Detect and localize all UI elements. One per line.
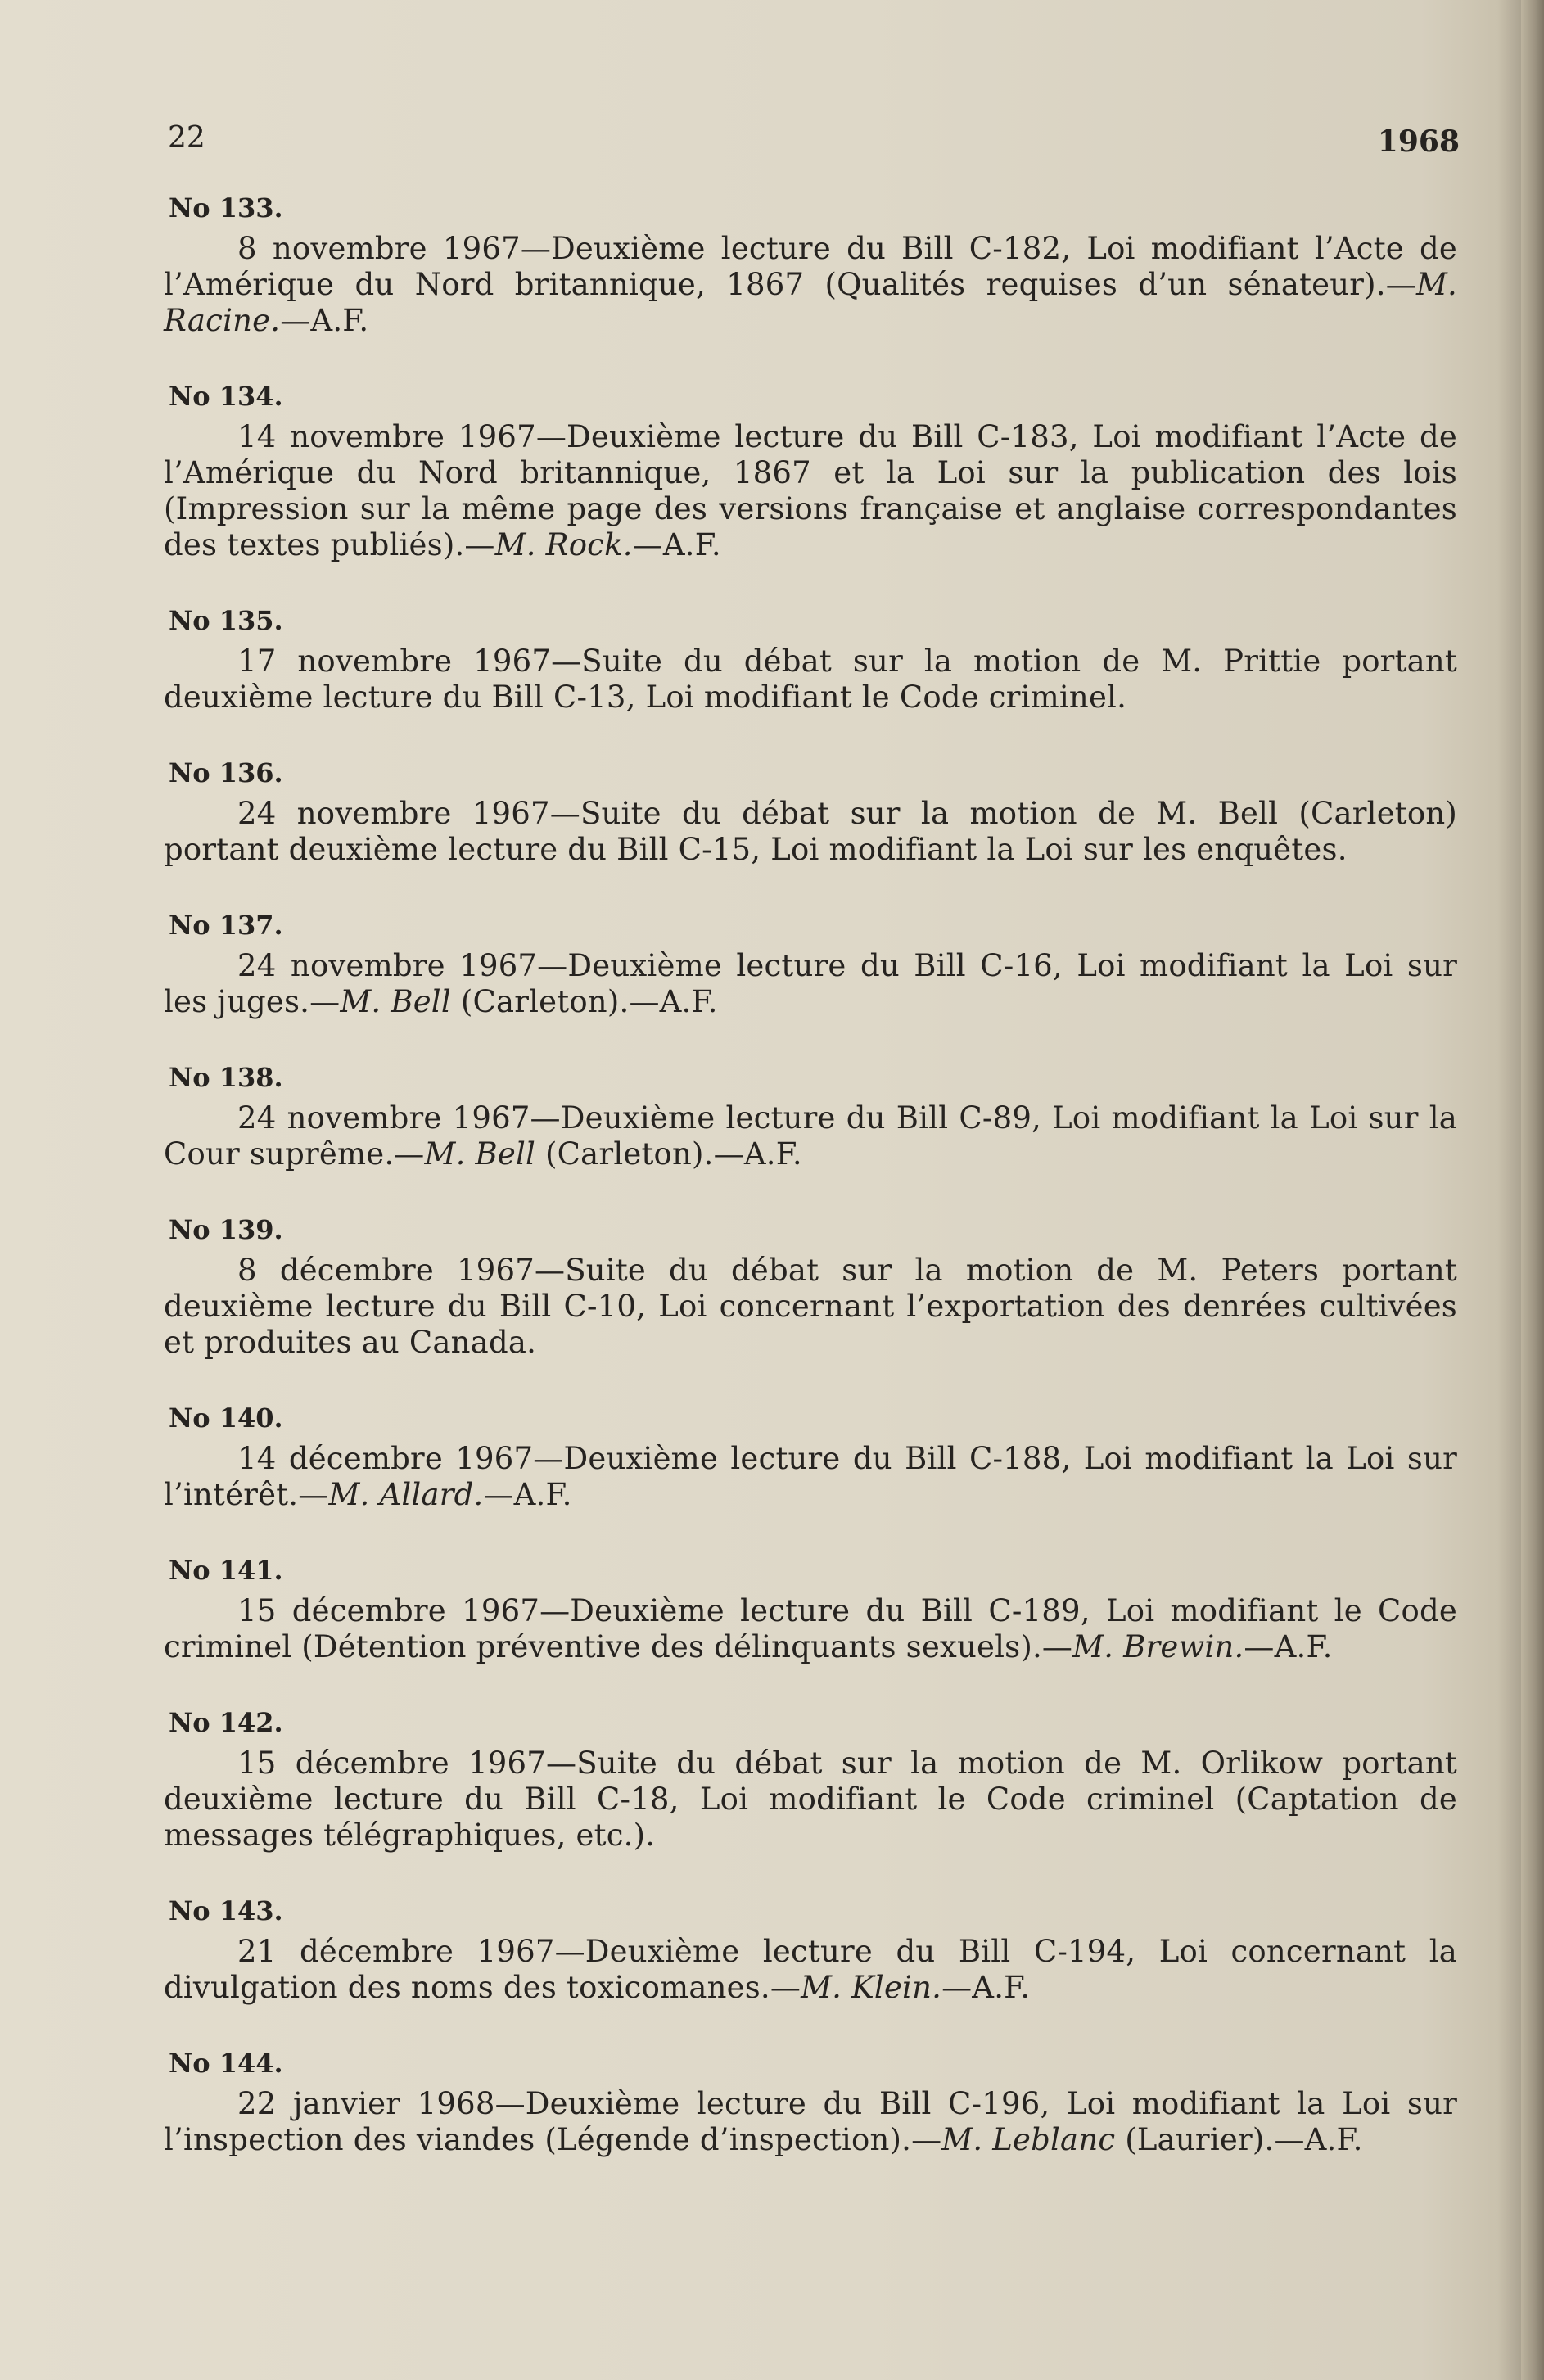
entry-end: —A.F. [1244,1629,1333,1664]
entry-body: 24 novembre 1967—Suite du débat sur la motion de M. Bell (Carleton) portant deuxième lecture du Bill C-15, Loi modifiant la Loi sur les enquêtes. [164,796,1457,867]
entry-author: M. Rock. [494,527,633,562]
page-edge-shadow [1521,0,1544,2380]
entry-number: No 135. [169,605,283,636]
entry-list [164,190,1457,2197]
entry-body: 8 novembre 1967—Deuxième lecture du Bill C-182, Loi modifiant l’Acte de l’Amérique du Nord britannique, 1867 (Qualités requises d’un sénateur).— [164,231,1457,302]
page-header [168,121,1460,162]
entry-number: No 142. [169,1707,283,1738]
entry-text [164,644,1457,716]
page-number: 22 [168,121,205,155]
entry-body: 21 décembre 1967—Deuxième lecture du Bill C-194, Loi concernant la divulgation des noms des toxicomanes.— [164,1934,1457,2005]
entry-end: —A.F. [483,1477,572,1512]
entry-139 [164,1212,1457,1361]
entry-138 [164,1059,1457,1172]
entry-end: —A.F. [941,1970,1031,2005]
entry-text [164,1253,1457,1361]
entry-author: M. Racine. [164,267,1457,338]
entry-end: —A.F. [713,1136,802,1172]
entry-body: 24 novembre 1967—Deuxième lecture du Bill C-16, Loi modifiant la Loi sur les juges.— [164,948,1457,1019]
entry-author: M. Bell [340,984,451,1019]
entry-134 [164,378,1457,563]
entry-body: 14 novembre 1967—Deuxième lecture du Bill C-183, Loi modifiant l’Acte de l’Amérique du Nord britannique, 1867 et la Loi sur la publication des lois (Impression sur la même page des versions française et anglaise correspondantes des textes publiés).— [164,419,1457,562]
entry-137 [164,907,1457,1020]
entry-author: M. Bell [424,1136,536,1172]
entry-body: 17 novembre 1967—Suite du débat sur la motion de M. Prittie portant deuxième lecture du Bill C-13, Loi modifiant le Code criminel. [164,644,1457,715]
entry-author: M. Brewin. [1072,1629,1244,1664]
entry-number: No 133. [169,192,283,224]
entry-text [164,796,1457,868]
entry-text [164,948,1457,1020]
entry-143 [164,1893,1457,2006]
entry-body: 15 décembre 1967—Deuxième lecture du Bill C-189, Loi modifiant le Code criminel (Détention préventive des délinquants sexuels).— [164,1593,1457,1664]
entry-author: M. Klein. [801,1970,942,2005]
entry-number: No 137. [169,910,283,941]
entry-number: No 140. [169,1402,283,1434]
entry-133 [164,190,1457,339]
entry-author: M. Allard. [328,1477,484,1512]
entry-body: 14 décembre 1967—Deuxième lecture du Bill C-188, Loi modifiant la Loi sur l’intérêt.— [164,1441,1457,1512]
entry-number: No 136. [169,757,283,788]
entry-text [164,1441,1457,1513]
entry-text [164,419,1457,563]
entry-number: No 139. [169,1214,283,1245]
entry-text [164,231,1457,339]
page-year: 1968 [1377,124,1460,159]
entry-number: No 143. [169,1895,283,1926]
entry-end: —A.F. [1274,2122,1363,2157]
entry-author-suffix: (Carleton). [535,1136,714,1172]
entry-142 [164,1705,1457,1854]
entry-text [164,2086,1457,2158]
entry-140 [164,1400,1457,1513]
entry-body: 22 janvier 1968—Deuxième lecture du Bill C-196, Loi modifiant la Loi sur l’inspection des viandes (Légende d’inspection).— [164,2086,1457,2157]
entry-number: No 134. [169,381,283,412]
entry-author-suffix: (Carleton). [450,984,630,1019]
entry-number: No 144. [169,2048,283,2079]
entry-number: No 141. [169,1555,283,1586]
entry-141 [164,1552,1457,1665]
entry-136 [164,755,1457,868]
entry-144 [164,2045,1457,2158]
entry-author-suffix: (Laurier). [1115,2122,1275,2157]
entry-end: —A.F. [629,984,718,1019]
entry-number: No 138. [169,1062,283,1093]
entry-end: —A.F. [280,303,369,338]
entry-author: M. Leblanc [941,2122,1116,2157]
entry-end: —A.F. [632,527,721,562]
entry-text [164,1934,1457,2006]
entry-text [164,1100,1457,1172]
entry-body: 24 novembre 1967—Deuxième lecture du Bill C-89, Loi modifiant la Loi sur la Cour suprême.— [164,1100,1457,1172]
entry-text [164,1593,1457,1665]
entry-text [164,1745,1457,1854]
entry-135 [164,603,1457,716]
entry-body: 15 décembre 1967—Suite du débat sur la motion de M. Orlikow portant deuxième lecture du Bill C-18, Loi modifiant le Code criminel (Captation de messages télégraphiques, etc.). [164,1745,1457,1853]
entry-body: 8 décembre 1967—Suite du débat sur la motion de M. Peters portant deuxième lecture du Bill C-10, Loi concernant l’exportation des denrées cultivées et produites au Canada. [164,1253,1457,1360]
